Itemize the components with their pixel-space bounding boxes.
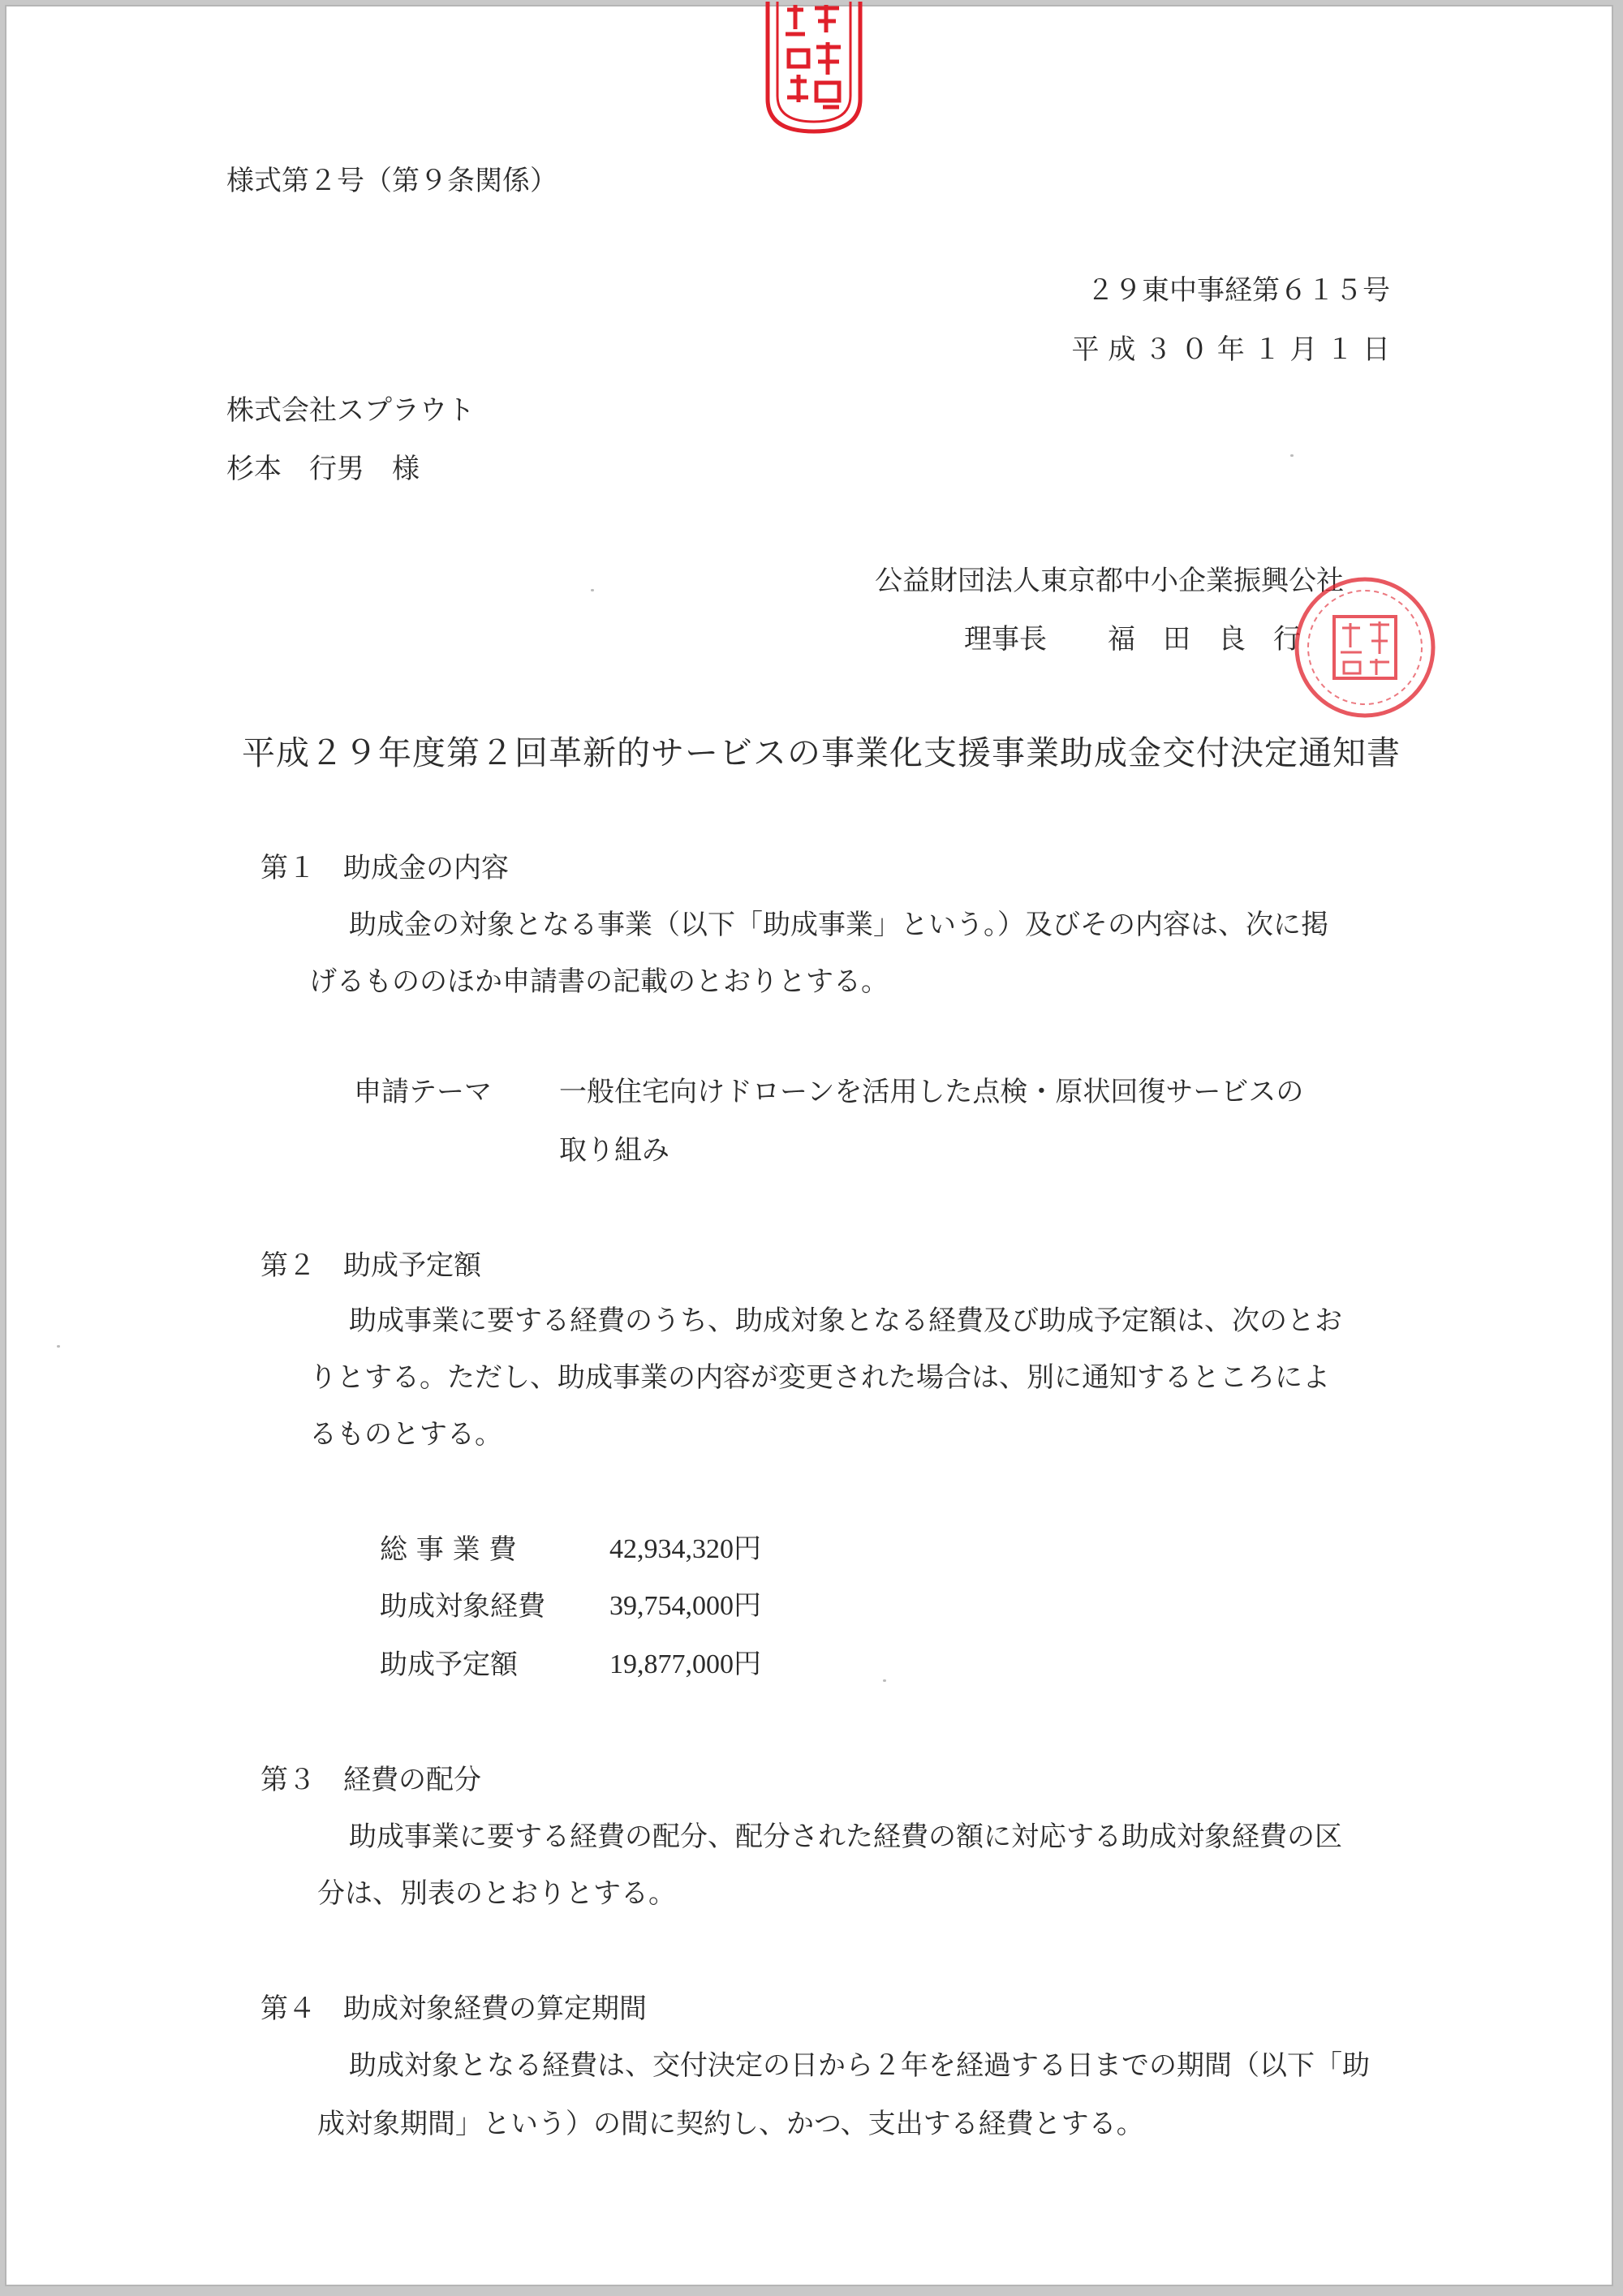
recipient-name: 杉本 行男 様 (226, 453, 420, 485)
section-3-body-line-1: 助成事業に要する経費の配分、配分された経費の額に対応する助成対象経費の区 (349, 1821, 1342, 1853)
theme-label: 申請テーマ (354, 1076, 492, 1108)
amount-value-total: 42,934,320円 (609, 1534, 761, 1564)
scan-speck (57, 1345, 60, 1348)
section-2-body-line-3: るものとする。 (309, 1418, 502, 1451)
issuer-seal-stamp (1292, 574, 1438, 720)
section-4-body-line-1: 助成対象となる経費は、交付決定の日から２年を経過する日までの期間（以下「助 (349, 2049, 1370, 2082)
issuer-name: 福 田 良 行 (1108, 623, 1301, 656)
section-1-heading: 第１ 助成金の内容 (260, 852, 509, 884)
section-2-body-line-1: 助成事業に要する経費のうち、助成対象となる経費及び助成予定額は、次のとお (349, 1305, 1342, 1337)
scan-speck (1290, 454, 1294, 457)
theme-value-line-1: 一般住宅向けドローンを活用した点検・原状回復サービスの (559, 1076, 1304, 1108)
scan-speck (883, 1679, 886, 1682)
document-title: 平成２９年度第２回革新的サービスの事業化支援事業助成金交付決定通知書 (242, 733, 1401, 772)
section-2-body-line-2: りとする。ただし、助成事業の内容が変更された場合は、別に通知するところによ (309, 1361, 1330, 1394)
section-1-body-line-2: げるもののほか申請書の記載のとおりとする。 (309, 965, 889, 998)
section-4-body-line-2: 成対象期間」という）の間に契約し、かつ、支出する経費とする。 (317, 2108, 1144, 2140)
recipient-company: 株式会社スプラウト (226, 394, 475, 427)
document-page (5, 5, 1613, 2286)
section-3-body-line-2: 分は、別表のとおりとする。 (317, 1877, 676, 1910)
top-seal-stamp (758, 2, 870, 140)
scan-speck (591, 589, 594, 591)
section-1-body-line-1: 助成金の対象となる事業（以下「助成事業」という。）及びその内容は、次に掲 (349, 909, 1328, 941)
amount-label-planned: 助成予定額 (380, 1649, 518, 1681)
section-4-heading: 第４ 助成対象経費の算定期間 (260, 1993, 647, 2025)
amount-value-eligible: 39,754,000円 (609, 1591, 761, 1621)
section-2-heading: 第２ 助成予定額 (260, 1249, 481, 1282)
theme-value-line-2: 取り組み (559, 1134, 669, 1167)
amount-label-eligible: 助成対象経費 (380, 1590, 545, 1623)
issue-date: 平 成 ３ ０ 年 １ 月 １ 日 (1071, 333, 1390, 366)
issuer-title: 理事長 (964, 623, 1047, 656)
reference-number: ２９東中事経第６１５号 (1087, 274, 1390, 307)
form-number: 様式第２号（第９条関係） (226, 165, 558, 197)
issuer-organization: 公益財団法人東京都中小企業振興公社 (875, 565, 1344, 597)
section-3-heading: 第３ 経費の配分 (260, 1764, 481, 1796)
amount-value-planned: 19,877,000円 (609, 1649, 761, 1679)
amount-label-total: 総 事 業 費 (380, 1533, 517, 1566)
